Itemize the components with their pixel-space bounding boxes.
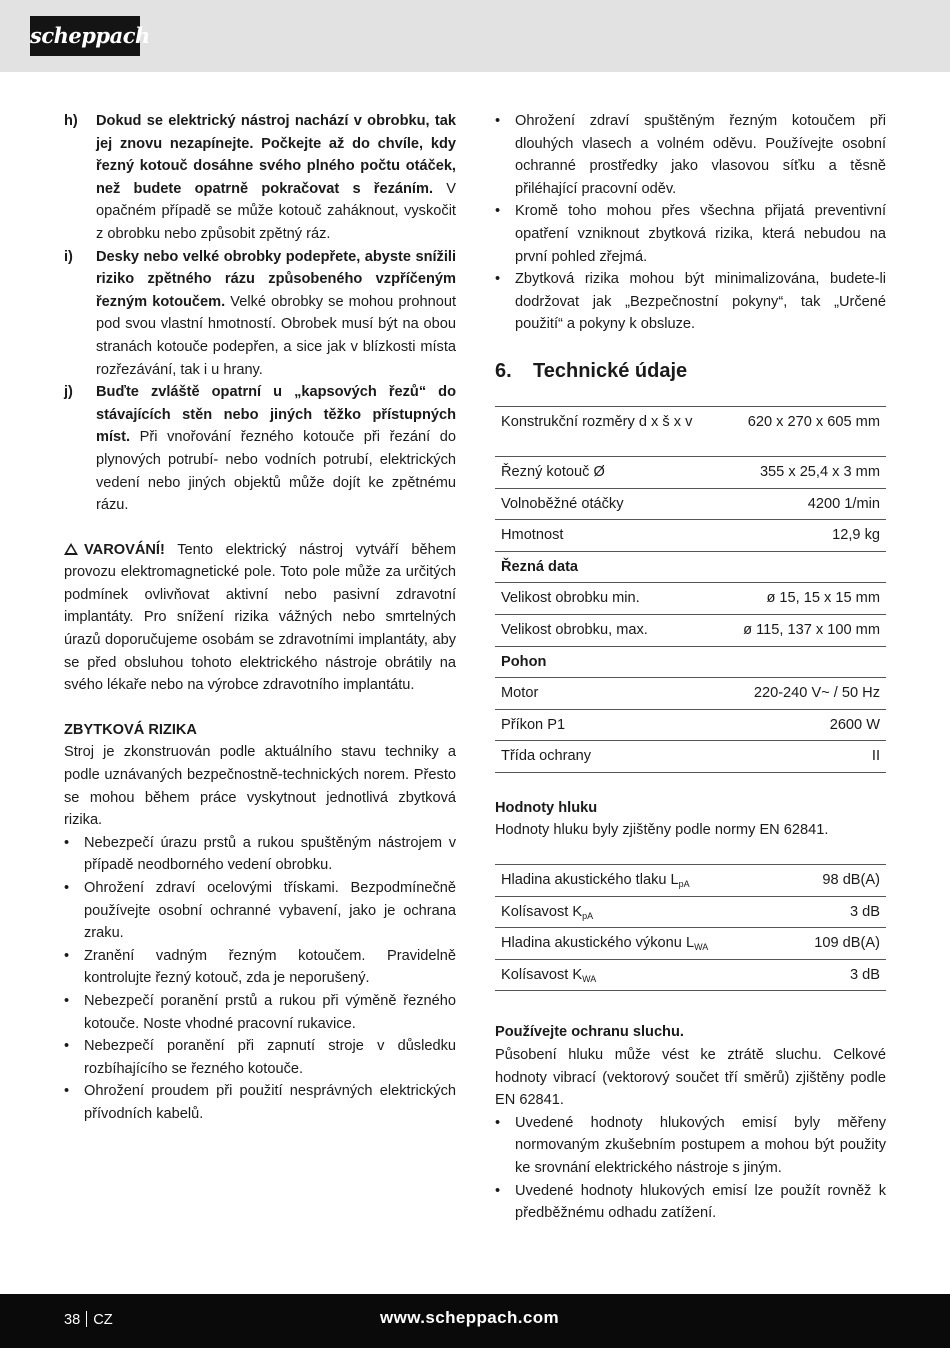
table-row [495, 520, 886, 552]
label-text: Hladina akustického tlaku L [501, 872, 679, 889]
page-number: 38 [64, 1312, 81, 1328]
scheppach-logo: scheppach [30, 16, 140, 56]
noise-table [495, 864, 886, 991]
row-label [495, 896, 784, 928]
list-item: • Ohrožení proudem při použití nesprávných elektrických přívodních kabelů. [64, 1080, 456, 1125]
table-subheading-row [495, 646, 886, 678]
safety-item-i [64, 246, 456, 382]
table-row [495, 614, 886, 646]
row-label: Konstrukční rozměry d x š x v [495, 406, 735, 456]
row-label: Velikost obrobku min. [495, 583, 735, 615]
row-value [735, 551, 886, 583]
item-bold-text: Desky nebo velké obrobky podepřete, abyste snížili riziko zpětného rázu způsobeného vzpříčeným řezným kotoučem. [96, 248, 456, 310]
table-row [495, 896, 886, 928]
list-item: • Nebezpečí poranění při zapnutí stroje v důsledku rozbíhajícího se řezného kotouče. [64, 1035, 456, 1080]
safety-item-h [64, 110, 456, 246]
row-label [495, 959, 784, 991]
list-item: • Uvedené hodnoty hlukových emisí lze použít rovněž k předběžnému odhadu zatížení. [495, 1180, 886, 1225]
item-bold-text: Dokud se elektrický nástroj nachází v obrobku, tak jej znovu nezapínejte. Počkejte až do chvíle, kdy řezný kotouč dosáhne svého plného počtu otáček, než budete opatrně pokračovat s řezáním. [96, 113, 456, 197]
table-row [495, 959, 886, 991]
table-row [495, 678, 886, 710]
list-item: • Nebezpečí úrazu prstů a rukou spuštěným nástrojem v případě neodborného vedení obrobku. [64, 832, 456, 877]
row-label: Hmotnost [495, 520, 735, 552]
label-text: Kolísavost K [501, 966, 583, 983]
list-item: • Ohrožení zdraví ocelovými třískami. Bezpodmínečně používejte osobní ochranné vybavení, jako je ochrana zraku. [64, 877, 456, 945]
warning-triangle-icon [64, 543, 78, 555]
row-value: ø 115, 137 x 100 mm [735, 614, 886, 646]
warning-label: VAROVÁNÍ! [84, 541, 165, 558]
noise-heading: Hodnoty hluku [495, 799, 598, 816]
hearing-list [495, 1112, 886, 1225]
table-row [495, 406, 886, 456]
row-value: 2600 W [735, 709, 886, 741]
divider [86, 1311, 87, 1327]
row-value: 4200 1/min [735, 488, 886, 520]
list-item: • Uvedené hodnoty hlukových emisí byly měřeny normovaným zkušebním postupem a mohou být použity ke srovnání elektrického nástroje s jiným. [495, 1112, 886, 1180]
hearing-section [495, 1021, 886, 1224]
row-value: 3 dB [784, 896, 886, 928]
row-label: Pohon [495, 646, 735, 678]
row-value [735, 646, 886, 678]
item-bold-text: Buďte zvláště opatrní u „kapsových řezů“ do stávajících stěn nebo jiných těžko přístupných míst. [96, 384, 456, 446]
row-label: Volnoběžné otáčky [495, 488, 735, 520]
hearing-heading: Používejte ochranu sluchu. [495, 1024, 684, 1041]
noise-section [495, 797, 886, 842]
row-value: II [735, 741, 886, 773]
label-subscript: WA [582, 973, 597, 984]
table-row [495, 709, 886, 741]
row-label [495, 865, 784, 897]
row-label: Motor [495, 678, 735, 710]
table-row [495, 865, 886, 897]
list-item: • Kromě toho mohou přes všechna přijatá preventivní opatření vzniknout zbytková rizika, která nebudou na první pohled zřejmá. [495, 200, 886, 268]
item-text: V opačném případě se může kotouč zaháknout, vyskočit z obrobku nebo způsobit zpětný ráz. [96, 180, 456, 242]
section-heading-technical-data [495, 358, 886, 384]
list-item: • Zbytková rizika mohou být minimalizována, budete-li dodržovat jak „Bezpečnostní pokyny“, tak „Určené použití“ a pokyny k obsluze. [495, 268, 886, 336]
noise-intro: Hodnoty hluku byly zjištěny podle normy EN 62841. [495, 822, 829, 839]
row-label: Třída ochrany [495, 741, 735, 773]
row-value: 355 x 25,4 x 3 mm [735, 456, 886, 488]
left-column [64, 110, 456, 1126]
label-subscript: pA [582, 910, 594, 921]
table-subheading-row [495, 551, 886, 583]
label-text: Kolísavost K [501, 903, 583, 920]
row-value: 620 x 270 x 605 mm [735, 406, 886, 456]
warning-text: Tento elektrický nástroj vytváří během provozu elektromagnetické pole. Toto pole může za určitých podmínek ovlivňovat aktivní nebo pasivní zdravotní implantáty. Pro snížení rizika vážných nebo smrtelných úrazů doporučujeme osobám se zdravotními implantáty, aby se před obsluhou tohoto elektrického nástroje obrátily na svého lékaře nebo na výrobce zdravotního implantátu. [64, 541, 456, 694]
residual-risks-intro: Stroj je zkonstruován podle aktuálního stavu techniky a podle uznávaných bezpečnostně-technických norem. Přesto se mohou během práce vyskytnout jednotlivá zbytková rizika. [64, 744, 456, 829]
residual-risks-list [64, 832, 456, 1126]
label-subscript: WA [694, 942, 709, 953]
technical-data-table [495, 406, 886, 773]
list-item: • Zranění vadným řezným kotoučem. Pravidelně kontrolujte řezný kotouč, zda je neporušený. [64, 945, 456, 990]
item-marker: h) [64, 113, 78, 129]
table-row [495, 456, 886, 488]
row-value: 220-240 V~ / 50 Hz [735, 678, 886, 710]
label-subscript: pA [678, 879, 690, 890]
item-text: Velké obrobky se mohou prohnout pod svou vlastní hmotností. Obrobek musí být na obou stranách kotouče podepřen, a sice jak v blízkosti místa rozřezávání, tak i u hrany. [96, 293, 457, 378]
safety-item-j [64, 381, 456, 517]
row-value: 12,9 kg [735, 520, 886, 552]
hearing-intro: Působení hluku může vést ke ztrátě sluchu. Celkové hodnoty vibrací (vektorový součet tří směrů) zjištěny podle EN 62841. [495, 1047, 886, 1109]
header-bar [0, 0, 950, 72]
row-value: 98 dB(A) [784, 865, 886, 897]
table-row [495, 928, 886, 960]
list-item: • Nebezpečí poranění prstů a rukou při výměně řezného kotouče. Noste vhodné pracovní rukavice. [64, 990, 456, 1035]
website-link[interactable]: www.scheppach.com [380, 1308, 560, 1327]
row-value: ø 15, 15 x 15 mm [735, 583, 886, 615]
footer-bar [0, 1294, 950, 1348]
warning-paragraph [64, 539, 456, 697]
row-label: Příkon P1 [495, 709, 735, 741]
item-marker: i) [64, 248, 73, 265]
row-label [495, 928, 784, 960]
row-label: Velikost obrobku, max. [495, 614, 735, 646]
section-title: Technické údaje [533, 359, 688, 382]
item-text: Při vnořování řezného kotouče při řezání do plynových potrubí- nebo vodních potrubí, elektrických vedení nebo jiných objektů může dojít ke zpětnému rázu. [96, 429, 456, 514]
page-indicator [64, 1309, 113, 1332]
table-row [495, 488, 886, 520]
table-row [495, 741, 886, 773]
item-marker: j) [64, 384, 73, 401]
row-label: Řezná data [495, 551, 735, 583]
row-value: 3 dB [784, 959, 886, 991]
row-value: 109 dB(A) [784, 928, 886, 960]
row-label: Řezný kotouč Ø [495, 456, 735, 488]
list-item: • Ohrožení zdraví spuštěným řezným kotoučem při dlouhých vlasech a volném oděvu. Používejte osobní ochranné prostředky jako vlasovou síťku a těsně přiléhající pracovní oděv. [495, 110, 886, 200]
label-text: Hladina akustického výkonu L [501, 935, 695, 952]
table-row [495, 583, 886, 615]
section-number: 6. [495, 359, 512, 382]
residual-risks-heading: ZBYTKOVÁ RIZIKA [64, 721, 197, 738]
residual-risks-section [64, 719, 456, 1126]
right-column [495, 110, 886, 1225]
residual-risks-list-continued [495, 110, 886, 336]
language-code: CZ [93, 1312, 113, 1328]
